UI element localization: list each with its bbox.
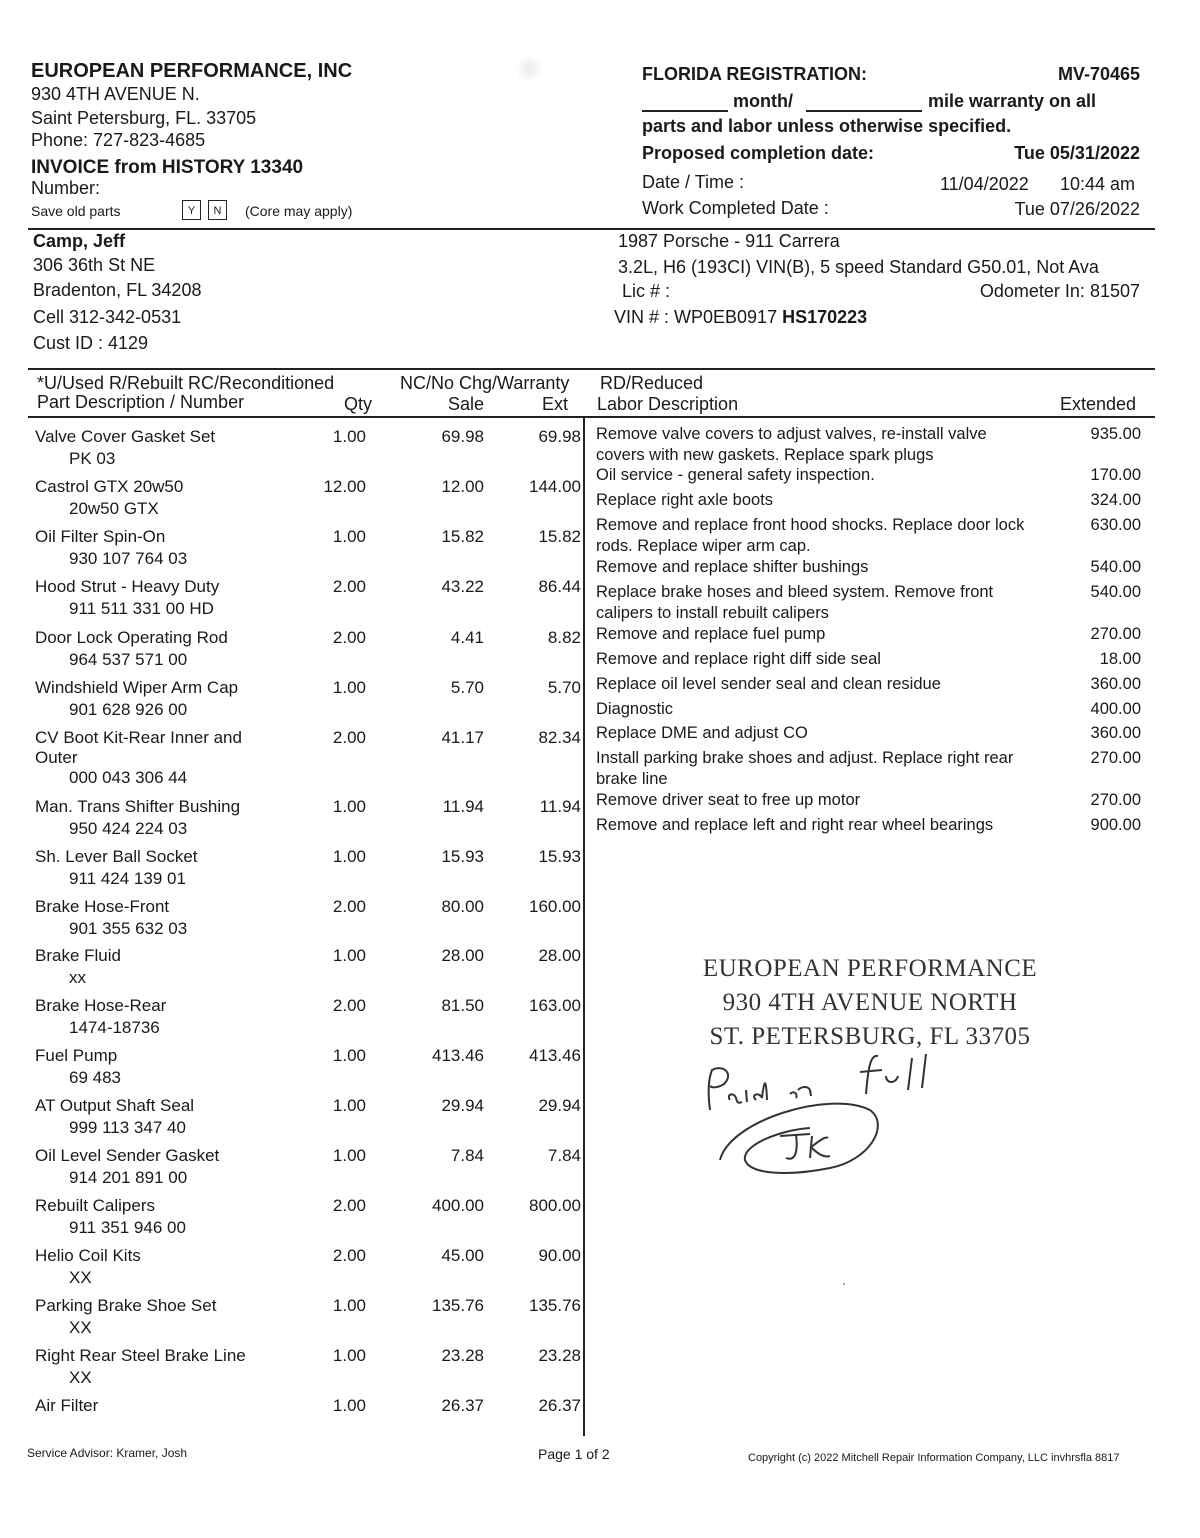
registration-label: FLORIDA REGISTRATION: bbox=[642, 64, 867, 84]
part-description: Right Rear Steel Brake Line bbox=[35, 1346, 246, 1365]
part-description: Brake Fluid bbox=[35, 946, 121, 965]
part-row bbox=[0, 678, 590, 728]
sale-header: Sale bbox=[448, 394, 485, 414]
customer-city: Bradenton, FL 34208 bbox=[33, 280, 202, 300]
part-row bbox=[0, 1096, 590, 1146]
part-ext: 800.00 bbox=[529, 1196, 581, 1215]
legend-right: RD/Reduced bbox=[600, 373, 704, 393]
customer-cell: Cell 312-342-0531 bbox=[33, 307, 182, 327]
part-sale: 15.93 bbox=[441, 847, 484, 866]
part-qty: 1.00 bbox=[332, 1146, 366, 1165]
datetime-label: Date / Time : bbox=[642, 172, 745, 192]
part-row bbox=[0, 1396, 590, 1446]
part-number: 950 424 224 03 bbox=[69, 819, 188, 838]
part-sale: 15.82 bbox=[441, 527, 484, 546]
part-number: 964 537 571 00 bbox=[69, 650, 188, 669]
datetime-date: 11/04/2022 bbox=[940, 174, 1029, 194]
part-row bbox=[0, 946, 590, 996]
part-ext: 82.34 bbox=[538, 728, 581, 747]
part-number: 1474-18736 bbox=[69, 1018, 160, 1037]
registration-number: MV-70465 bbox=[1057, 64, 1140, 84]
part-ext: 7.84 bbox=[547, 1146, 581, 1165]
labor-description: Remove driver seat to free up motor bbox=[596, 791, 861, 809]
part-description: Windshield Wiper Arm Cap bbox=[35, 678, 239, 697]
part-qty: 2.00 bbox=[332, 996, 366, 1015]
part-row bbox=[0, 577, 590, 627]
part-qty: 1.00 bbox=[332, 797, 366, 816]
service-advisor: Service Advisor: Kramer, Josh bbox=[27, 1446, 188, 1460]
company-name: EUROPEAN PERFORMANCE, INC bbox=[31, 60, 353, 82]
part-number: 901 355 632 03 bbox=[69, 919, 188, 938]
part-ext: 26.37 bbox=[538, 1396, 581, 1415]
labor-amount: 170.00 bbox=[1090, 466, 1141, 484]
warranty-month-label: month/ bbox=[733, 91, 793, 111]
part-number: PK 03 bbox=[69, 449, 116, 468]
legend-left: *U/Used R/Rebuilt RC/Reconditioned bbox=[37, 373, 335, 393]
part-sale: 28.00 bbox=[441, 946, 484, 965]
labor-description: Replace oil level sender seal and clean residue bbox=[596, 675, 941, 693]
part-ext: 29.94 bbox=[538, 1096, 581, 1115]
labor-description: Remove and replace shifter bushings bbox=[596, 558, 869, 576]
part-desc-header: Part Description / Number bbox=[37, 392, 245, 412]
part-ext: 144.00 bbox=[529, 477, 581, 496]
part-sale: 11.94 bbox=[442, 797, 484, 816]
customer-name: Camp, Jeff bbox=[33, 231, 126, 251]
invoice-number-label: Number: bbox=[31, 178, 101, 198]
labor-description: Remove and replace fuel pump bbox=[596, 625, 826, 643]
datetime-time: 10:44 am bbox=[1060, 174, 1136, 194]
part-number: 999 113 347 40 bbox=[69, 1118, 186, 1137]
save-old-parts-no-box: N bbox=[208, 200, 227, 220]
labor-description: Install parking brake shoes and adjust. Replace right rear brake line bbox=[596, 749, 1014, 788]
part-ext: 135.76 bbox=[529, 1296, 581, 1315]
labor-amount: 540.00 bbox=[1090, 558, 1141, 576]
labor-description: Oil service - general safety inspection. bbox=[596, 466, 875, 484]
part-sale: 4.41 bbox=[450, 628, 484, 647]
warranty-line-2: parts and labor unless otherwise specified. bbox=[642, 116, 1012, 136]
part-number: 901 628 926 00 bbox=[69, 700, 188, 719]
part-row bbox=[0, 477, 590, 527]
part-ext: 86.44 bbox=[538, 577, 581, 596]
part-row bbox=[0, 728, 590, 787]
labor-amount: 360.00 bbox=[1090, 724, 1141, 742]
odometer-in: Odometer In: 81507 bbox=[979, 281, 1140, 301]
labor-amount: 270.00 bbox=[1090, 791, 1141, 809]
part-number: XX bbox=[69, 1368, 92, 1387]
labor-description: Remove and replace front hood shocks. Replace door lock rods. Replace wiper arm cap. bbox=[596, 516, 1025, 555]
part-qty: 2.00 bbox=[332, 897, 366, 916]
labor-amount: 935.00 bbox=[1090, 425, 1141, 443]
part-ext: 28.00 bbox=[538, 946, 581, 965]
company-phone: Phone: 727-823-4685 bbox=[31, 130, 206, 150]
part-ext: 413.46 bbox=[529, 1046, 581, 1065]
part-ext: 8.82 bbox=[547, 628, 581, 647]
part-qty: 2.00 bbox=[332, 728, 366, 747]
part-qty: 12.00 bbox=[323, 477, 366, 496]
part-description: Sh. Lever Ball Socket bbox=[35, 847, 198, 866]
part-row bbox=[0, 1146, 590, 1196]
table-top-divider bbox=[28, 368, 1155, 370]
part-qty: 1.00 bbox=[332, 1096, 366, 1115]
customer-id: Cust ID : 4129 bbox=[33, 333, 149, 353]
part-qty: 1.00 bbox=[332, 527, 366, 546]
labor-desc-header: Labor Description bbox=[597, 394, 739, 414]
part-description: Man. Trans Shifter Bushing bbox=[35, 797, 241, 816]
part-qty: 2.00 bbox=[332, 1246, 366, 1265]
part-qty: 2.00 bbox=[332, 1196, 366, 1215]
part-row bbox=[0, 797, 590, 847]
part-ext: 23.28 bbox=[538, 1346, 581, 1365]
part-qty: 1.00 bbox=[332, 1396, 366, 1415]
copyright: Copyright (c) 2022 Mitchell Repair Information Company, LLC invhrsfla 8817 bbox=[748, 1452, 1120, 1464]
small-dot bbox=[843, 1283, 845, 1285]
part-sale: 80.00 bbox=[441, 897, 484, 916]
part-description: Brake Hose-Rear bbox=[35, 996, 167, 1015]
labor-amount: 324.00 bbox=[1090, 491, 1141, 509]
license-label: Lic # : bbox=[622, 281, 671, 301]
labor-description: Replace right axle boots bbox=[596, 491, 774, 509]
part-row bbox=[0, 527, 590, 577]
part-description-cont: Outer bbox=[35, 748, 78, 767]
part-description: Valve Cover Gasket Set bbox=[35, 427, 216, 446]
warranty-months-blank bbox=[642, 110, 728, 112]
extended-header: Extended bbox=[1060, 394, 1137, 414]
part-sale: 29.94 bbox=[441, 1096, 484, 1115]
part-sale: 26.37 bbox=[441, 1396, 484, 1415]
labor-amount: 360.00 bbox=[1090, 675, 1141, 693]
part-description: Helio Coil Kits bbox=[35, 1246, 141, 1265]
stamp-line-3: ST. PETERSBURG, FL 33705 bbox=[709, 1023, 1031, 1050]
work-completed-date: Tue 07/26/2022 bbox=[1014, 199, 1140, 219]
proposed-completion-label: Proposed completion date: bbox=[642, 143, 875, 163]
part-row bbox=[0, 1246, 590, 1296]
labor-description: Remove and replace left and right rear wheel bearings bbox=[596, 816, 994, 834]
part-sale: 12.00 bbox=[441, 477, 484, 496]
part-ext: 5.70 bbox=[547, 678, 581, 697]
part-row bbox=[0, 628, 590, 678]
vin-label: VIN # : WP0EB0917 bbox=[614, 307, 778, 327]
part-ext: 160.00 bbox=[529, 897, 581, 916]
labor-amount: 18.00 bbox=[1099, 650, 1141, 668]
part-ext: 163.00 bbox=[529, 996, 581, 1015]
part-number: 20w50 GTX bbox=[69, 499, 159, 518]
part-qty: 2.00 bbox=[332, 628, 366, 647]
part-description: Oil Level Sender Gasket bbox=[35, 1146, 220, 1165]
part-ext: 15.93 bbox=[538, 847, 581, 866]
part-description: Fuel Pump bbox=[35, 1046, 118, 1065]
part-sale: 69.98 bbox=[441, 427, 484, 446]
save-old-parts-yes-box: Y bbox=[182, 200, 201, 220]
ext-header: Ext bbox=[542, 394, 569, 414]
page-number: Page 1 of 2 bbox=[538, 1446, 610, 1462]
legend-mid: NC/No Chg/Warranty bbox=[400, 373, 570, 393]
part-description: Rebuilt Calipers bbox=[35, 1196, 155, 1215]
vin-suffix: HS170223 bbox=[782, 307, 868, 327]
part-description: Air Filter bbox=[35, 1396, 99, 1415]
vehicle-model: 1987 Porsche - 911 Carrera bbox=[618, 231, 840, 251]
part-qty: 1.00 bbox=[332, 1046, 366, 1065]
part-sale: 81.50 bbox=[441, 996, 484, 1015]
warranty-miles-blank bbox=[806, 110, 922, 112]
part-description: Brake Hose-Front bbox=[35, 897, 170, 916]
qty-header: Qty bbox=[344, 394, 373, 414]
part-ext: 69.98 bbox=[538, 427, 581, 446]
labor-description: Replace DME and adjust CO bbox=[596, 724, 808, 742]
part-number: 911 351 946 00 bbox=[69, 1218, 186, 1237]
part-number: 69 483 bbox=[69, 1068, 121, 1087]
part-description: Door Lock Operating Rod bbox=[35, 628, 228, 647]
part-ext: 90.00 bbox=[538, 1246, 581, 1265]
part-description: Parking Brake Shoe Set bbox=[35, 1296, 217, 1315]
part-number: 911 511 331 00 HD bbox=[69, 599, 214, 618]
labor-amount: 400.00 bbox=[1090, 700, 1141, 718]
part-row bbox=[0, 996, 590, 1046]
part-qty: 1.00 bbox=[332, 946, 366, 965]
vin-row bbox=[614, 307, 867, 328]
part-sale: 7.84 bbox=[450, 1146, 484, 1165]
labor-description: Diagnostic bbox=[596, 700, 674, 718]
part-number: 930 107 764 03 bbox=[69, 549, 188, 568]
part-number: XX bbox=[69, 1268, 92, 1287]
part-number: XX bbox=[69, 1318, 92, 1337]
labor-amount: 900.00 bbox=[1090, 816, 1141, 834]
work-completed-label: Work Completed Date : bbox=[642, 198, 829, 218]
part-qty: 1.00 bbox=[332, 678, 366, 697]
part-ext: 15.82 bbox=[538, 527, 581, 546]
part-sale: 400.00 bbox=[432, 1196, 484, 1215]
part-sale: 5.70 bbox=[450, 678, 484, 697]
scan-speck bbox=[515, 55, 543, 83]
part-row bbox=[0, 1346, 590, 1396]
part-description: Castrol GTX 20w50 bbox=[35, 477, 184, 496]
labor-amount: 540.00 bbox=[1090, 583, 1141, 601]
part-description: Oil Filter Spin-On bbox=[35, 527, 166, 546]
part-description: Hood Strut - Heavy Duty bbox=[35, 577, 220, 596]
part-qty: 1.00 bbox=[332, 1346, 366, 1365]
part-row bbox=[0, 847, 590, 897]
part-qty: 2.00 bbox=[332, 577, 366, 596]
customer-street: 306 36th St NE bbox=[33, 255, 156, 275]
part-row bbox=[0, 1296, 590, 1346]
part-sale: 45.00 bbox=[441, 1246, 484, 1265]
paid-in-full-signature bbox=[690, 1050, 950, 1190]
labor-description: Remove valve covers to adjust valves, re-install valve covers with new gaskets. Replace spark plugs bbox=[596, 425, 987, 464]
invoice-title: INVOICE from HISTORY 13340 bbox=[31, 157, 304, 178]
warranty-mile-label: mile warranty on all bbox=[928, 91, 1097, 111]
part-sale: 413.46 bbox=[432, 1046, 484, 1065]
part-number: 000 043 306 44 bbox=[69, 768, 188, 787]
part-description: CV Boot Kit-Rear Inner and bbox=[35, 728, 242, 747]
part-row bbox=[0, 1196, 590, 1246]
part-qty: 1.00 bbox=[332, 427, 366, 446]
part-number: xx bbox=[69, 968, 86, 987]
labor-amount: 270.00 bbox=[1090, 749, 1141, 767]
part-description: AT Output Shaft Seal bbox=[35, 1096, 195, 1115]
core-note: (Core may apply) bbox=[245, 203, 353, 219]
vehicle-engine: 3.2L, H6 (193CI) VIN(B), 5 speed Standard G50.01, Not Ava bbox=[618, 257, 1099, 277]
part-sale: 135.76 bbox=[432, 1296, 484, 1315]
part-sale: 23.28 bbox=[441, 1346, 484, 1365]
company-address-2: Saint Petersburg, FL. 33705 bbox=[31, 108, 257, 128]
part-qty: 1.00 bbox=[332, 1296, 366, 1315]
part-ext: 11.94 bbox=[539, 797, 581, 816]
part-qty: 1.00 bbox=[332, 847, 366, 866]
part-row bbox=[0, 897, 590, 947]
company-address-1: 930 4TH AVENUE N. bbox=[31, 84, 200, 104]
stamp-line-1: EUROPEAN PERFORMANCE bbox=[702, 955, 1038, 982]
labor-description: Replace brake hoses and bleed system. Remove front calipers to install rebuilt calipers bbox=[596, 583, 994, 622]
part-sale: 43.22 bbox=[441, 577, 484, 596]
part-row bbox=[0, 1046, 590, 1096]
save-old-parts-label: Save old parts bbox=[31, 203, 121, 219]
proposed-completion-date: Tue 05/31/2022 bbox=[1014, 143, 1140, 163]
part-row bbox=[0, 427, 590, 477]
table-header-divider bbox=[28, 416, 1155, 418]
part-sale: 41.17 bbox=[441, 728, 484, 747]
part-number: 914 201 891 00 bbox=[69, 1168, 188, 1187]
header-divider bbox=[28, 228, 1155, 230]
stamp-line-2: 930 4TH AVENUE NORTH bbox=[722, 989, 1018, 1016]
labor-description: Remove and replace right diff side seal bbox=[596, 650, 881, 668]
labor-amount: 630.00 bbox=[1090, 516, 1141, 534]
part-number: 911 424 139 01 bbox=[69, 869, 186, 888]
labor-amount: 270.00 bbox=[1090, 625, 1141, 643]
